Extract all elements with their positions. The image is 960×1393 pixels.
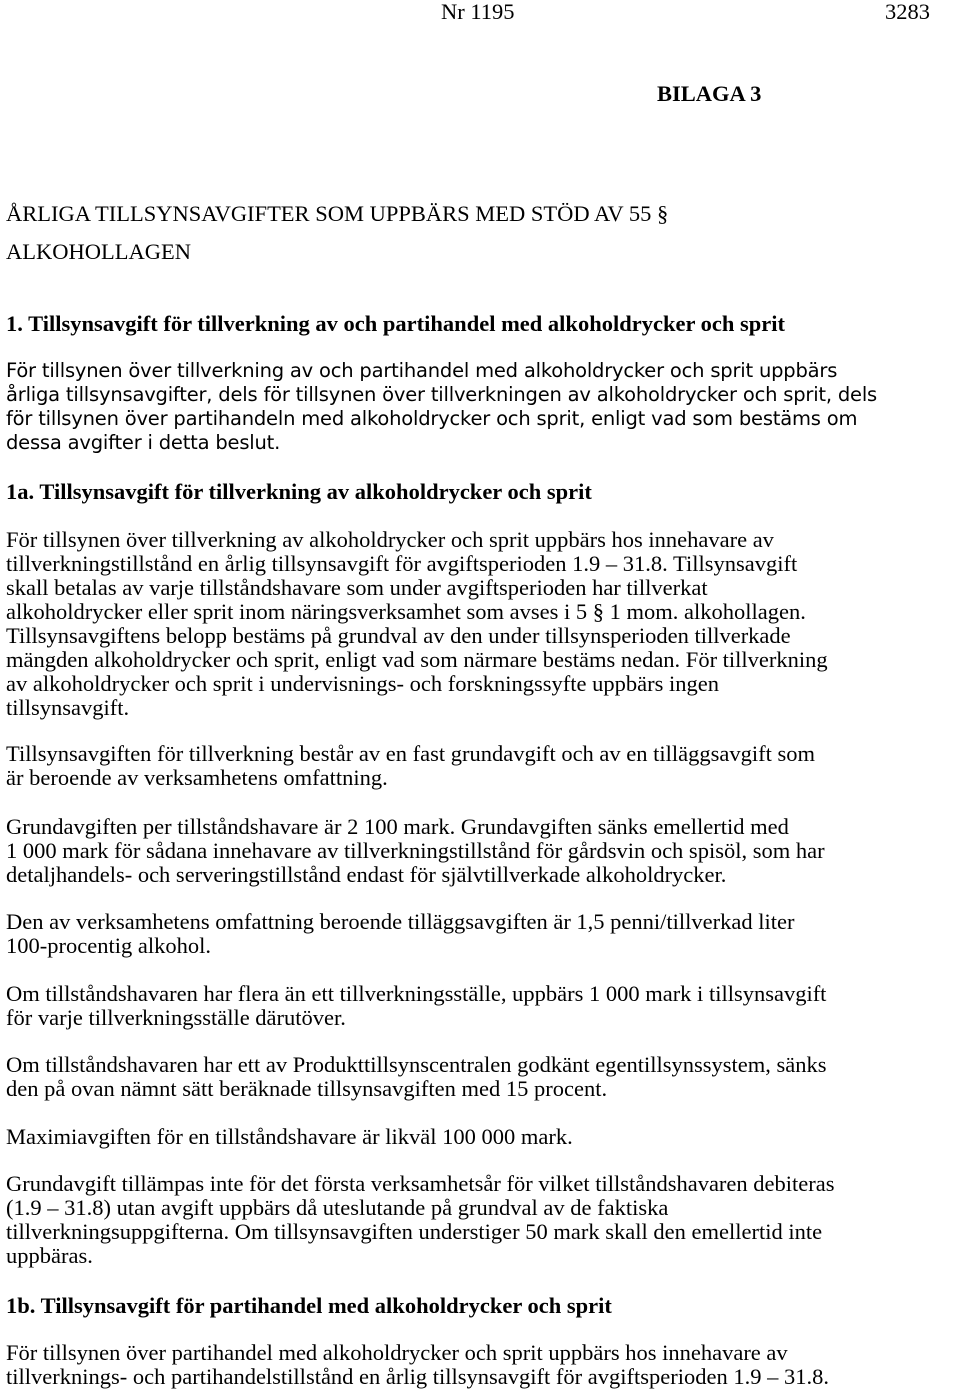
section-1a-paragraph bbox=[6, 742, 815, 790]
paragraph-line: 1 000 mark för sådana innehavare av tillverkningstillstånd för gårdsvin och spisöl, som har bbox=[6, 838, 825, 863]
document-title bbox=[6, 202, 668, 264]
appendix-label: BILAGA 3 bbox=[657, 81, 762, 106]
paragraph-line: skall betalas av varje tillståndshavare som under avgiftsperioden har tillverkat bbox=[6, 575, 708, 600]
paragraph-line: alkoholdrycker eller sprit inom näringsverksamhet som avses i 5 § 1 mom. alkohollagen. bbox=[6, 599, 806, 624]
section-1a-paragraph bbox=[6, 910, 795, 958]
paragraph-line: mängden alkoholdrycker och sprit, enligt vad som närmare bestäms nedan. För tillverkning bbox=[6, 647, 828, 672]
paragraph-line: av alkoholdrycker och sprit i undervisnings- och forskningssyfte uppbärs ingen bbox=[6, 671, 719, 696]
section-1a-heading: 1a. Tillsynsavgift för tillverkning av alkoholdrycker och sprit bbox=[6, 479, 592, 504]
paragraph-line: detaljhandels- och serveringstillstånd endast för självtillverkade alkoholdrycker. bbox=[6, 862, 727, 887]
paragraph-line: Grundavgift tillämpas inte för det första verksamhetsår för vilket tillståndshavaren debiteras bbox=[6, 1171, 835, 1196]
section-1a-paragraph bbox=[6, 982, 826, 1030]
paragraph-line: För tillsynen över tillverkning av och partihandel med alkoholdrycker och sprit uppbärs bbox=[6, 359, 838, 382]
paragraph-line: För tillsynen över tillverkning av alkoholdrycker och sprit uppbärs hos innehavare av bbox=[6, 527, 774, 552]
section-1a-paragraph bbox=[6, 1172, 835, 1268]
paragraph-line: Om tillståndshavaren har flera än ett tillverkningsställe, uppbärs 1 000 mark i tillsynsavgift bbox=[6, 981, 827, 1006]
paragraph-line: är beroende av verksamhetens omfattning. bbox=[6, 765, 388, 790]
section-1b-heading: 1b. Tillsynsavgift för partihandel med alkoholdrycker och sprit bbox=[6, 1293, 612, 1318]
paragraph-line: tillsynsavgift. bbox=[6, 695, 130, 720]
paragraph-line: Grundavgiften per tillståndshavare är 2 100 mark. Grundavgiften sänks emellertid med bbox=[6, 814, 789, 839]
paragraph-line: (1.9 – 31.8) utan avgift uppbärs då uteslutande på grundval av de faktiska bbox=[6, 1195, 669, 1220]
paragraph-line: Tillsynsavgiften för tillverkning består av en fast grundavgift och av en tilläggsavgift som bbox=[6, 741, 816, 766]
paragraph-line: Den av verksamhetens omfattning beroende tilläggsavgiften är 1,5 penni/tillverkad liter bbox=[6, 909, 795, 934]
paragraph-line: Om tillståndshavaren har ett av Produkttillsynscentralen godkänt egentillsynssystem, sänks bbox=[6, 1052, 827, 1077]
section-1a-paragraph bbox=[6, 1125, 573, 1149]
paragraph-line: Maximiavgiften för en tillståndshavare är likväl 100 000 mark. bbox=[6, 1124, 573, 1149]
paragraph-line: för tillsynen över partihandeln med alkoholdrycker och sprit, enligt vad som bestäms om bbox=[6, 407, 858, 430]
paragraph-line: För tillsynen över partihandel med alkoholdrycker och sprit uppbärs hos innehavare av bbox=[6, 1340, 788, 1365]
section-1-heading: 1. Tillsynsavgift för tillverkning av och partihandel med alkoholdrycker och sprit bbox=[6, 311, 786, 336]
page-number: 3283 bbox=[885, 0, 930, 24]
paragraph-line: årliga tillsynsavgifter, dels för tillsynen över tillverkningen av alkoholdrycker och sprit, dels bbox=[6, 383, 878, 406]
section-1a-paragraph bbox=[6, 528, 828, 720]
section-1b-paragraph bbox=[6, 1341, 829, 1389]
document-title-line: ALKOHOLLAGEN bbox=[6, 239, 191, 264]
paragraph-line: för varje tillverkningsställe därutöver. bbox=[6, 1005, 346, 1030]
paragraph-line: dessa avgifter i detta beslut. bbox=[6, 431, 281, 454]
page-header-left: Nr 1195 bbox=[441, 0, 515, 24]
paragraph-line: Tillsynsavgiftens belopp bestäms på grundval av den under tillsynsperioden tillverkade bbox=[6, 623, 791, 648]
paragraph-line: den på ovan nämnt sätt beräknade tillsynsavgiften med 15 procent. bbox=[6, 1076, 608, 1101]
paragraph-line: uppbäras. bbox=[6, 1243, 93, 1268]
section-1a-paragraph bbox=[6, 1053, 826, 1101]
paragraph-line: tillverknings- och partihandelstillstånd en årlig tillsynsavgift för avgiftsperioden 1.9 – 31.8. bbox=[6, 1364, 829, 1389]
paragraph-line: tillverkningstillstånd en årlig tillsynsavgift för avgiftsperioden 1.9 – 31.8. Tillsynsavgift bbox=[6, 551, 798, 576]
paragraph-line: 100-procentig alkohol. bbox=[6, 933, 211, 958]
section-1-intro bbox=[6, 359, 877, 455]
paragraph-line: tillverkningsuppgifterna. Om tillsynsavgiften understiger 50 mark skall den emellertid inte bbox=[6, 1219, 823, 1244]
document-title-line: ÅRLIGA TILLSYNSAVGIFTER SOM UPPBÄRS MED STÖD AV 55 § bbox=[6, 201, 669, 226]
section-1a-paragraph bbox=[6, 815, 825, 887]
